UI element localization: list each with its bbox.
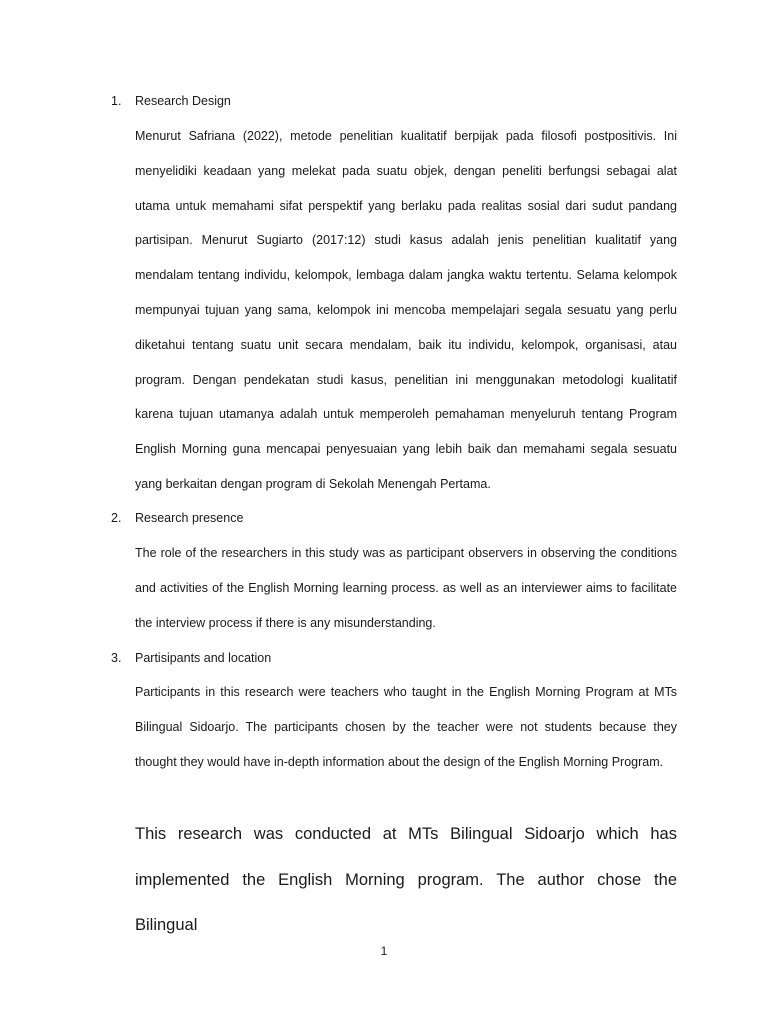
list-number: 1. [111,94,122,108]
section-heading-research-design [0,91,768,111]
page-number: 1 [380,944,388,958]
paragraph-participants: Participants in this research were teachers who taught in the English Morning Program at MTs Bilingual Sidoarjo. The participants chosen by the teacher were not students because they thought they would have in-depth information about the design of the English Morning Program. [135,685,677,769]
heading-text: Research Design [135,94,231,108]
section-heading-research-presence [0,508,768,528]
heading-text: Research presence [135,511,244,525]
paragraph-research-design: Menurut Safriana (2022), metode penelitian kualitatif berpijak pada filosofi postpositivis. Ini menyelidiki keadaan yang melekat pada suatu objek, dengan peneliti berfungsi sebagai alat utama untuk memahami sifat perspektif yang berlaku pada realitas sosial dari sudut pandang partisipan. Menurut Sugiarto (2017:12) studi kasus adalah jenis penelitian kualitatif yang mendalam tentang individu, kelompok, lembaga dalam jangka waktu tertentu. Selama kelompok mempunyai tujuan yang sama, kelompok ini mencoba mempelajari segala sesuatu yang perlu diketahui tentang suatu unit secara mendalam, baik itu individu, kelompok, organisasi, atau program. Dengan pendekatan studi kasus, penelitian ini menggunakan metodologi kualitatif karena tujuan utamanya adalah untuk memperoleh pemahaman menyeluruh tentang Program English Morning guna mencapai penyesuaian yang lebih baik dan memahami segala sesuatu yang berkaitan dengan program di Sekolah Menengah Pertama. [135,129,677,491]
paragraph-location: This research was conducted at MTs Bilingual Sidoarjo which has implemented the English Morning program. The author chose the Bilingual [135,825,677,934]
heading-text: Partisipants and location [135,651,272,665]
list-number: 3. [111,651,122,665]
list-number: 2. [111,511,122,525]
paragraph-research-presence: The role of the researchers in this study was as participant observers in observing the conditions and activities of the English Morning learning process. as well as an interviewer aims to facilitate the interview process if there is any misunderstanding. [135,546,677,630]
section-heading-participants-location [0,648,768,668]
